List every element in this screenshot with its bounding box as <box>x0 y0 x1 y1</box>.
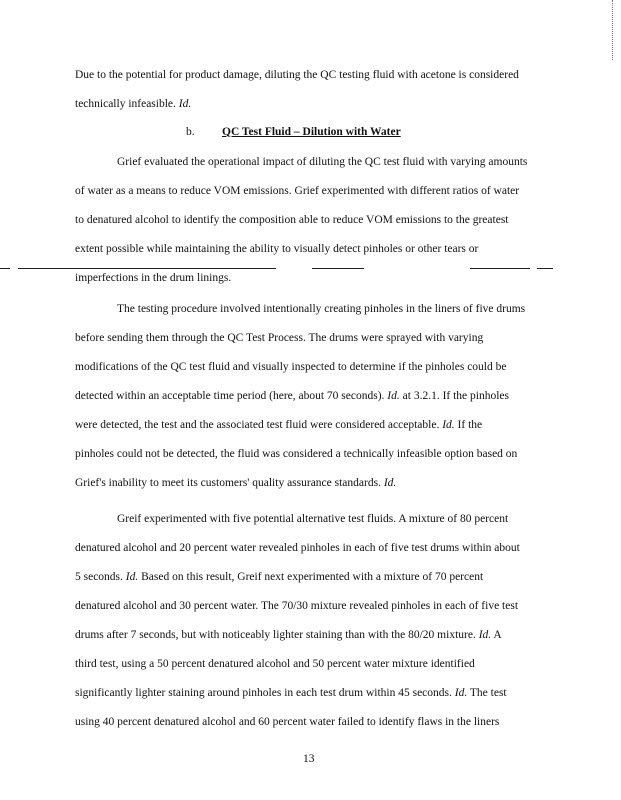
text-line: extent possible while maintaining the ability to visually detect pinholes or other tears or <box>75 243 479 255</box>
scan-rule <box>0 268 10 269</box>
text-line: Due to the potential for product damage, diluting the QC testing fluid with acetone is considered <box>75 69 519 81</box>
text-line: 5 seconds. Id. Based on this result, Greif next experimented with a mixture of 70 percent <box>75 571 484 583</box>
text-line: to denatured alcohol to identify the composition able to reduce VOM emissions to the greatest <box>75 214 509 226</box>
text-line: imperfections in the drum linings. <box>75 272 232 284</box>
text-line: Grief evaluated the operational impact of diluting the QC test fluid with varying amounts <box>117 156 528 168</box>
scan-rule <box>537 268 553 269</box>
text-line: drums after 7 seconds, but with noticeably lighter staining than with the 80/20 mixture. Id. A <box>75 629 502 641</box>
text-line: before sending them through the QC Test Process. The drums were sprayed with varying <box>75 332 484 344</box>
page-number: 13 <box>303 753 315 765</box>
text-line: The testing procedure involved intentionally creating pinholes in the liners of five drums <box>117 303 526 315</box>
text-line: technically infeasible. Id. <box>75 98 192 110</box>
text-line: third test, using a 50 percent denatured alcohol and 50 percent water mixture identified <box>75 658 475 670</box>
text-line: using 40 percent denatured alcohol and 60 percent water failed to identify flaws in the liners <box>75 716 500 728</box>
scan-rule <box>312 268 364 269</box>
text-line: detected within an acceptable time period (here, about 70 seconds). Id. at 3.2.1. If the pinholes <box>75 390 509 402</box>
text-line: pinholes could not be detected, the fluid was considered a technically infeasible option based on <box>75 448 518 460</box>
text-line: significantly lighter staining around pinholes in each test drum within 45 seconds. Id. The test <box>75 687 507 699</box>
text-line: Greif experimented with five potential alternative test fluids. A mixture of 80 percent <box>117 513 509 525</box>
section-letter: b. <box>186 126 195 138</box>
scan-rule <box>470 268 530 269</box>
text-line: denatured alcohol and 20 percent water revealed pinholes in each of five test drums within about <box>75 542 520 554</box>
margin-marks <box>606 0 613 60</box>
text-line: Grief's inability to meet its customers' quality assurance standards. Id. <box>75 477 397 489</box>
text-line: of water as a means to reduce VOM emissions. Grief experimented with different ratios of water <box>75 185 520 197</box>
text-line: were detected, the test and the associated test fluid were considered acceptable. Id. If the <box>75 419 483 431</box>
text-line: modifications of the QC test fluid and visually inspected to determine if the pinholes could be <box>75 361 507 373</box>
section-heading: QC Test Fluid – Dilution with Water <box>222 126 401 138</box>
text-line: denatured alcohol and 30 percent water. The 70/30 mixture revealed pinholes in each of five test <box>75 600 519 612</box>
scan-rule <box>18 268 276 269</box>
